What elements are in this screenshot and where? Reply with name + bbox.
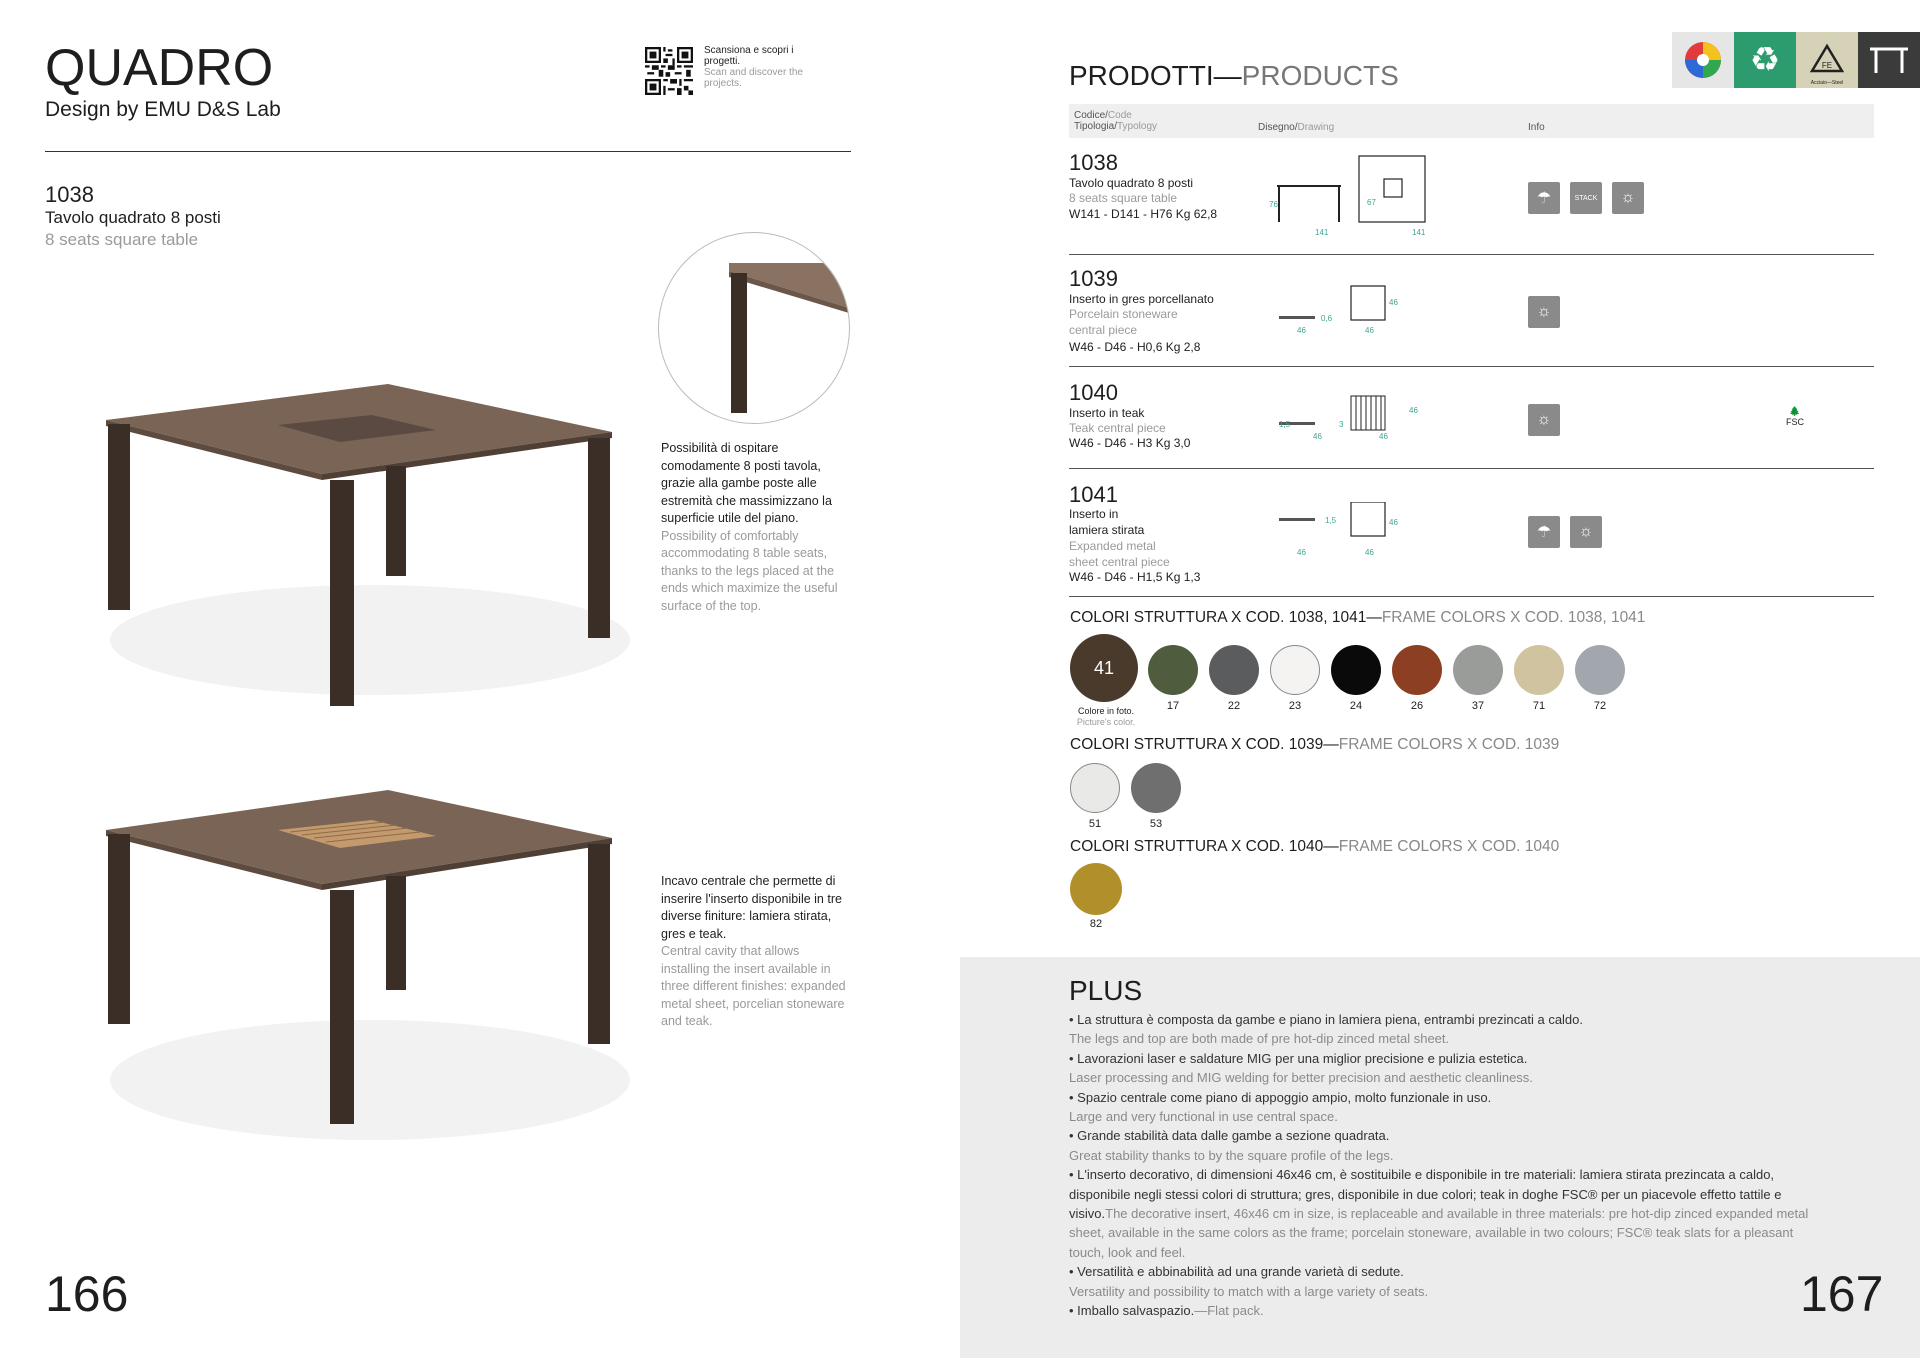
- plus-item-it: • La struttura è composta da gambe e piano in lamiera piena, entrambi prezincati a caldo.: [1069, 1012, 1584, 1027]
- product-name-en: 8 seats square table: [1069, 191, 1178, 205]
- row-divider: [1069, 596, 1874, 597]
- color-swatch-17[interactable]: [1148, 645, 1198, 695]
- picture-color-note: [1066, 706, 1146, 728]
- swatch-label: 71: [1532, 700, 1546, 712]
- caption-seating-it: Possibilità di ospitare comodamente 8 posti tavola, grazie alla gambe poste alle estremità che massimizzano la superficie utile del piano.: [661, 441, 832, 525]
- plus-item: [1069, 1126, 1809, 1165]
- row-divider: [1069, 254, 1874, 255]
- product-dimensions: W141 - D141 - H76 Kg 62,8: [1069, 207, 1218, 221]
- product-code: 1039: [1069, 266, 1118, 291]
- plus-item-it: • Versatilità e abbinabilità ad una grande varietà di sedute.: [1069, 1264, 1404, 1280]
- drawing-label-width-2: 46: [1365, 326, 1374, 335]
- caption-seating: [661, 440, 851, 615]
- drawing-label-depth: 46: [1389, 518, 1398, 527]
- caption-insert-en: Central cavity that allows installing the insert available in three different finishes: expanded metal sheet, porcelian stoneware and teak.: [661, 944, 846, 1028]
- section-title-it: PRODOTTI: [1069, 60, 1214, 91]
- product-row-1039: [1069, 266, 1874, 370]
- header-drawing-it: Disegno/: [1258, 122, 1298, 133]
- drawing-label-height: 76: [1269, 200, 1278, 209]
- drawing-label-width-2: 141: [1412, 228, 1426, 237]
- color-swatch-24[interactable]: [1331, 645, 1381, 695]
- drawing-label-width: 46: [1313, 432, 1322, 441]
- color-swatch-51[interactable]: [1070, 763, 1120, 813]
- plus-item-en: Great stability thanks to by the square profile of the legs.: [1069, 1147, 1394, 1163]
- drawing-label-height-2: 67: [1367, 198, 1376, 207]
- qr-caption-it: Scansiona e scopri i progetti.: [704, 45, 794, 67]
- drawing-label-depth: 46: [1389, 298, 1398, 307]
- product-name-en: Teak central piece: [1069, 421, 1166, 435]
- drawing-label-thickness-1: 1,5: [1279, 420, 1291, 429]
- product-name-it: Inserto in lamiera stirata: [1069, 507, 1145, 537]
- plus-item-en: The decorative insert, 46x46 cm in size, is replaceable and available in three materials: pre hot-dip zinced expanded metal sheet, available in the same colors as the frame; porcelain stoneware, available in two colours; FSC® teak slats for a pleasant touch, look and feel.: [1069, 1206, 1809, 1260]
- qr-code-icon[interactable]: [645, 47, 693, 95]
- color-wheel-icon: [1672, 32, 1734, 88]
- plus-item-en: —Flat pack.: [1194, 1303, 1264, 1319]
- swatch-code: 41: [1093, 657, 1115, 678]
- drawing-label-depth: 46: [1409, 406, 1418, 415]
- product-name-it: Inserto in gres porcellanato: [1069, 292, 1214, 306]
- table-photo-teak-insert: [90, 780, 630, 1160]
- colors-title-en: FRAME COLORS X COD. 1039: [1338, 736, 1560, 753]
- product-dimensions: W46 - D46 - H0,6 Kg 2,8: [1069, 340, 1201, 354]
- title-separator: —: [1366, 609, 1382, 626]
- section-title-en: PRODUCTS: [1241, 60, 1399, 91]
- product-dimensions: W46 - D46 - H1,5 Kg 1,3: [1069, 570, 1201, 584]
- plus-item-en: Laser processing and MIG welding for better precision and aesthetic cleanliness.: [1069, 1070, 1533, 1086]
- plus-item: [1069, 1301, 1809, 1320]
- drawing-label-width: 141: [1315, 228, 1329, 237]
- picture-color-note-en: Picture's color.: [1076, 717, 1136, 727]
- product-name-it: Tavolo quadrato 8 posti: [45, 208, 221, 227]
- drawing-label-width: 46: [1297, 326, 1306, 335]
- fsc-label: FSC: [1786, 417, 1804, 427]
- weather-resistant-icon: ☼: [1528, 296, 1560, 328]
- color-swatch-53[interactable]: [1131, 763, 1181, 813]
- colors-title-en: FRAME COLORS X COD. 1040: [1338, 838, 1560, 855]
- drawing-label-width-2: 46: [1365, 548, 1374, 557]
- stack-label: STACK: [1574, 194, 1598, 202]
- header-code-it: Codice/: [1074, 110, 1108, 121]
- header-info: Info: [1528, 122, 1545, 133]
- header-code-en: Code: [1107, 110, 1132, 121]
- drawing-label-thickness: 1,5: [1325, 516, 1337, 525]
- swatch-label: 82: [1089, 918, 1103, 930]
- swatch-label: 23: [1288, 700, 1302, 712]
- qr-caption-en: Scan and discover the projects.: [704, 67, 803, 89]
- swatch-label: 17: [1166, 700, 1180, 712]
- weather-resistant-icon: ☼: [1528, 404, 1560, 436]
- caption-insert: [661, 873, 851, 1031]
- swatch-label: 22: [1227, 700, 1241, 712]
- table-photo-gres-insert: [90, 370, 630, 710]
- product-name-en: 8 seats square table: [45, 230, 199, 249]
- title-separator: —: [1323, 736, 1339, 753]
- header-code: [1074, 110, 1157, 132]
- product-row-1040: [1069, 380, 1874, 470]
- drawing-label-width-2: 46: [1379, 432, 1388, 441]
- color-swatch-72[interactable]: [1575, 645, 1625, 695]
- swatch-label: 72: [1593, 700, 1607, 712]
- plus-item-it: • Spazio centrale come piano di appoggio ampio, molto funzionale in uso.: [1069, 1089, 1492, 1105]
- caption-seating-en: Possibility of comfortably accommodating 8 table seats, thanks to the legs placed at the ends which maximize the useful surface of the top.: [661, 528, 838, 613]
- product-code: 1038: [45, 182, 94, 207]
- product-name-it: Inserto in teak: [1069, 406, 1145, 420]
- swatch-label: 26: [1410, 700, 1424, 712]
- drawing-label-thickness-2: 3: [1339, 420, 1344, 429]
- fsc-logo-icon: 🌲 FSC: [1786, 406, 1804, 427]
- page-title: QUADRO: [45, 39, 274, 97]
- product-code: 1041: [1069, 482, 1118, 507]
- color-swatch-37[interactable]: [1453, 645, 1503, 695]
- fe-label: FE: [1821, 61, 1833, 70]
- plus-item: [1069, 1262, 1809, 1301]
- color-swatch-22[interactable]: [1209, 645, 1259, 695]
- colors-title-it: COLORI STRUTTURA X COD. 1040: [1070, 838, 1324, 855]
- title-separator: —: [1323, 838, 1339, 855]
- swatch-label: 24: [1349, 700, 1363, 712]
- plus-list: [1069, 1010, 1809, 1321]
- page-number-right: 167: [1800, 1266, 1884, 1322]
- swatch-label: 51: [1088, 818, 1102, 830]
- page-number-left: 166: [45, 1266, 129, 1322]
- colors-title-en: FRAME COLORS X COD. 1038, 1041: [1381, 609, 1646, 626]
- plus-item-it: • Grande stabilità data dalle gambe a sezione quadrata.: [1069, 1128, 1390, 1144]
- colors-title-1038-1041: [1070, 609, 1645, 627]
- color-swatch-26[interactable]: [1392, 645, 1442, 695]
- plus-item: [1069, 1049, 1809, 1088]
- product-row-1038: [1069, 150, 1874, 256]
- steel-recycle-icon: [1796, 32, 1858, 88]
- header-drawing-en: Drawing: [1297, 122, 1335, 133]
- technical-drawing: [1269, 152, 1469, 242]
- product-row-1041: [1069, 482, 1874, 596]
- header-type-en: Typology: [1117, 121, 1158, 132]
- color-swatch-71[interactable]: [1514, 645, 1564, 695]
- product-name-it: Tavolo quadrato 8 posti: [1069, 176, 1194, 190]
- title-separator: —: [1213, 60, 1242, 91]
- steel-label: Acciaio—Steel: [1810, 80, 1844, 86]
- color-swatch-23[interactable]: [1270, 645, 1320, 695]
- plus-item: [1069, 1088, 1809, 1127]
- products-table-header: [1069, 104, 1874, 138]
- plus-item-it: • L'inserto decorativo, di dimensioni 46x46 cm, è sostituibile e disponibile in tre materiali: lamiera stirata prezincata a caldo, disponibile negli stessi colori di struttura; gres, disponibile in due colori; teak in doghe FSC® per un piacevole effetto tattile e visivo.: [1069, 1167, 1782, 1222]
- product-dimensions: W46 - D46 - H3 Kg 3,0: [1069, 436, 1191, 450]
- plus-item-en: Large and very functional in use central space.: [1069, 1109, 1338, 1125]
- header-type-it: Tipologia/: [1074, 121, 1117, 132]
- product-code: 1040: [1069, 380, 1118, 405]
- weather-resistant-icon: ☼: [1570, 516, 1602, 548]
- outdoor-icon: ☂: [1528, 516, 1560, 548]
- plus-item: [1069, 1010, 1809, 1049]
- product-name-en: Porcelain stoneware central piece: [1069, 307, 1178, 337]
- colors-title-it: COLORI STRUTTURA X COD. 1038, 1041: [1070, 609, 1367, 626]
- designer-subtitle: Design by EMU D&S Lab: [45, 98, 281, 121]
- table-type-icon: [1858, 32, 1920, 88]
- product-name-en: Expanded metal sheet central piece: [1069, 539, 1170, 569]
- swatch-label: 53: [1149, 818, 1163, 830]
- weather-resistant-icon: ☼: [1612, 182, 1644, 214]
- picture-color-note-it: Colore in foto.: [1077, 706, 1135, 716]
- header-drawing: [1258, 122, 1334, 133]
- color-swatch-82[interactable]: [1070, 863, 1122, 915]
- color-swatch-41[interactable]: [1070, 634, 1138, 702]
- plus-item-en: The legs and top are both made of pre hot-dip zinced metal sheet.: [1069, 1031, 1450, 1047]
- colors-title-1039: [1070, 736, 1559, 754]
- certification-icons: [1672, 32, 1920, 88]
- caption-insert-it: Incavo centrale che permette di inserire l'inserto disponibile in tre diverse finiture: lamiera stirata, gres e teak.: [661, 874, 842, 941]
- recycle-icon: ♻: [1734, 32, 1796, 88]
- plus-item-en: Versatility and possibility to match with a large variety of seats.: [1069, 1283, 1429, 1299]
- colors-title-1040: [1070, 838, 1559, 856]
- swatch-label: 37: [1471, 700, 1485, 712]
- colors-title-it: COLORI STRUTTURA X COD. 1039: [1070, 736, 1324, 753]
- plus-title: PLUS: [1069, 975, 1143, 1006]
- detail-close-up: [658, 232, 850, 424]
- plus-item: [1069, 1165, 1809, 1262]
- plus-item-it: • Imballo salvaspazio.: [1069, 1303, 1195, 1319]
- plus-item-it: • Lavorazioni laser e saldature MIG per una miglior precisione e pulizia estetica.: [1069, 1050, 1528, 1066]
- section-title-products: [1069, 60, 1399, 92]
- drawing-label-thickness: 0,6: [1321, 314, 1333, 323]
- outdoor-icon: ☂: [1528, 182, 1560, 214]
- technical-drawing: [1279, 502, 1399, 552]
- product-code: 1038: [1069, 150, 1118, 175]
- row-divider: [1069, 366, 1874, 367]
- row-divider: [1069, 468, 1874, 469]
- qr-caption: [704, 45, 814, 89]
- drawing-label-width: 46: [1297, 548, 1306, 557]
- stackable-icon: [1570, 182, 1602, 214]
- divider: [45, 151, 851, 152]
